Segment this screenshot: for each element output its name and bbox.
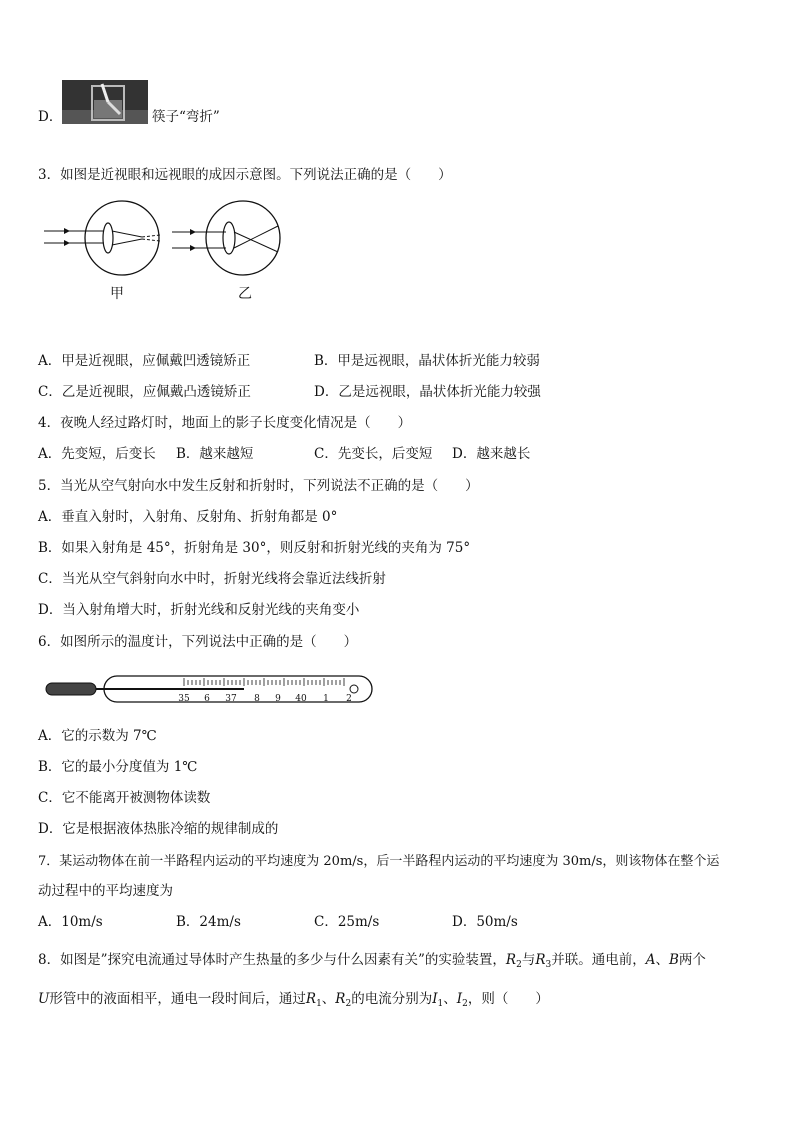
q8-sep2: 、 (321, 991, 336, 1007)
q5-stem: 5．当光从空气射向水中发生反射和折射时，下列说法不正确的是（ ） (38, 478, 479, 494)
q2-option-d-label: D． (38, 109, 63, 125)
q7-option-a: A．10m/s (38, 914, 103, 930)
q8-line1 (38, 954, 706, 970)
i1-symbol: I (432, 991, 438, 1007)
q8-sep3: 、 (443, 991, 457, 1007)
q5-option-b: B．如果入射角是 45°，折射角是 30°，则反射和折射光线的夹角为 75° (38, 540, 471, 556)
scale-label-35: 35 (178, 694, 190, 704)
q3-option-c: C．乙是近视眼，应佩戴凸透镜矫正 (38, 384, 251, 400)
chopsticks-in-water-photo (62, 80, 148, 124)
scale-label-2: 2 (346, 694, 352, 704)
b-symbol: B (668, 952, 679, 968)
q6-option-c: C．它不能离开被测物体读数 (38, 790, 211, 806)
r2b-subscript: 2 (345, 999, 352, 1009)
figure-label-jia: 甲 (110, 286, 124, 302)
q4-option-c: C．先变长，后变短 (314, 446, 433, 462)
q3-option-d: D．乙是远视眼，晶状体折光能力较强 (314, 384, 541, 400)
r2b-symbol: R (335, 991, 346, 1007)
scale-label-9: 9 (275, 694, 281, 704)
eye-jia-icon (44, 201, 160, 275)
r1-symbol: R (305, 991, 317, 1007)
q8-line1-mid: 与 (521, 952, 536, 968)
q8-line2-a: 形管中的液面相平，通电一段时间后，通过 (49, 991, 306, 1007)
q3-stem: 3．如图是近视眼和远视眼的成因示意图。下列说法正确的是（ ） (38, 167, 452, 183)
q6-option-b: B．它的最小分度值为 1℃ (38, 759, 198, 775)
r3-symbol: R (535, 952, 546, 968)
q7-option-d: D．50m/s (452, 914, 518, 930)
q4-option-a: A．先变短，后变长 (38, 446, 156, 462)
scale-label-8: 8 (254, 694, 260, 704)
q8-line2 (38, 993, 549, 1009)
thermometer-scale (184, 678, 344, 686)
figure-label-yi: 乙 (238, 286, 252, 302)
q4-option-b: B．越来越短 (176, 446, 254, 462)
q7-stem-line2: 动过程中的平均速度为 (38, 883, 173, 899)
q8-line1-c: 两个 (678, 952, 706, 968)
eye-diagram (40, 200, 290, 310)
eye-yi-icon (172, 201, 280, 275)
q8-line2-c: ，则（ ） (467, 991, 549, 1007)
a-symbol: A (645, 952, 656, 968)
scale-label-6: 6 (204, 694, 210, 704)
q6-option-d: D．它是根据液体热胀冷缩的规律制成的 (38, 821, 279, 837)
r3-subscript: 3 (545, 960, 552, 970)
q7-stem-line1: 7．某运动物体在前一半路程内运动的平均速度为 20m/s，后一半路程内运动的平均速度为 30m/s，则该物体在整个运 (38, 854, 720, 869)
r2-subscript: 2 (516, 960, 522, 970)
q6-stem: 6．如图所示的温度计，下列说法中正确的是（ ） (38, 634, 358, 650)
i1-subscript: 1 (437, 999, 444, 1009)
q3-option-b: B．甲是远视眼，晶状体折光能力较弱 (314, 353, 540, 369)
q7-option-b: B．24m/s (176, 914, 241, 930)
r2-symbol: R (505, 952, 517, 968)
scale-label-40: 40 (295, 694, 307, 704)
q8-line2-b: 的电流分别为 (351, 991, 433, 1007)
q5-option-a: A．垂直入射时，入射角、反射角、折射角都是 0° (38, 509, 338, 525)
scale-label-37: 37 (225, 694, 237, 704)
q8-line1-b: 并联。通电前， (551, 952, 646, 968)
u-symbol: U (38, 991, 50, 1007)
q5-option-d: D．当入射角增大时，折射光线和反射光线的夹角变小 (38, 602, 360, 618)
i2-symbol: I (456, 991, 463, 1007)
thermometer-diagram (44, 672, 376, 708)
q5-option-c: C．当光从空气斜射向水中时，折射光线将会靠近法线折射 (38, 571, 386, 587)
q6-option-a: A．它的示数为 7℃ (38, 728, 157, 744)
q8-sep: 、 (655, 952, 669, 968)
q3-option-a: A．甲是近视眼，应佩戴凹透镜矫正 (38, 353, 251, 369)
q8-line1-a: 8．如图是”探究电流通过导体时产生热量的多少与什么因素有关”的实验装置， (38, 952, 506, 968)
q4-option-d: D．越来越长 (452, 446, 531, 462)
q2-option-d-text: 筷子“弯折” (152, 109, 220, 125)
r1-subscript: 1 (316, 999, 322, 1009)
q4-stem: 4．夜晚人经过路灯时，地面上的影子长度变化情况是（ ） (38, 415, 412, 431)
scale-label-1: 1 (323, 694, 329, 704)
i2-subscript: 2 (462, 999, 468, 1009)
q7-option-c: C．25m/s (314, 914, 380, 930)
